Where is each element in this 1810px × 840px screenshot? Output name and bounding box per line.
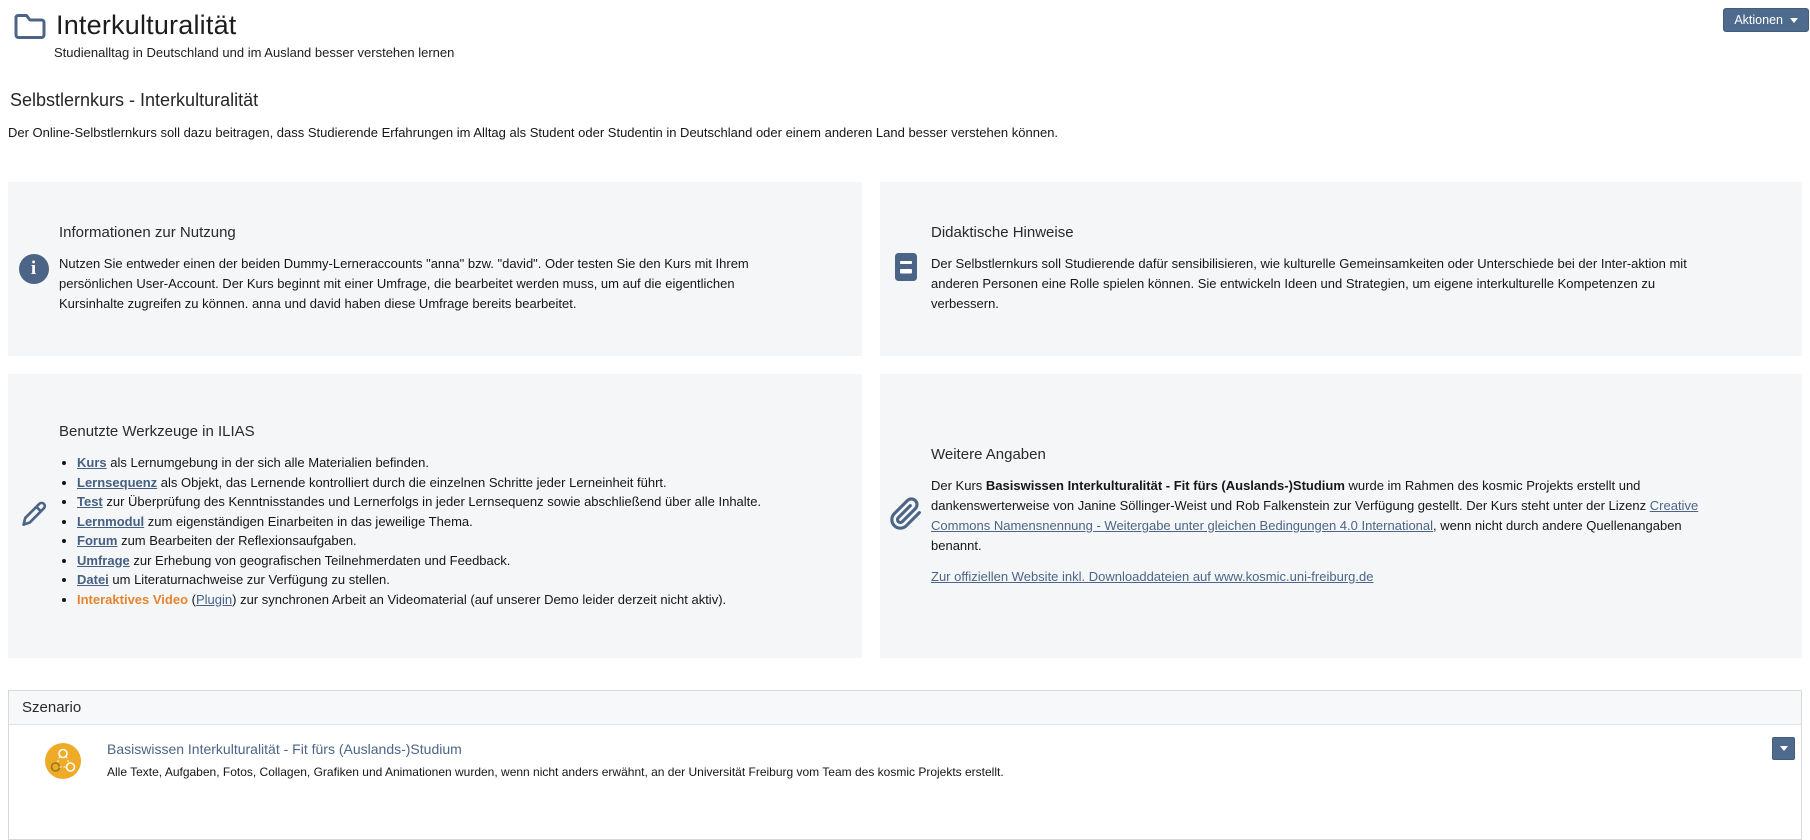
tool-item-text: zur Erhebung von geografischen Teilnehmerdaten und Feedback. [129,552,511,568]
folder-icon [13,11,47,41]
page-subtitle: Studienalltag in Deutschland und im Ausland besser verstehen lernen [54,45,455,60]
tool-item-test [77,492,777,512]
panel-heading: Benutzte Werkzeuge in ILIAS [59,423,255,440]
tools-list [59,453,777,609]
course-icon [45,743,81,779]
tool-item-interaktives-video [77,590,777,610]
info-icon [19,254,49,284]
chevron-down-icon [1780,746,1788,751]
tool-item-kurs [77,453,777,473]
license-link[interactable]: Creative Commons Namensnennung - Weitergabe unter gleichen Bedingungen 4.0 International [931,498,1699,533]
scenario-container [8,690,1802,840]
interaktives-video-label: Interaktives Video [77,591,189,607]
tool-item-text: als Lernumgebung in der sich alle Materialien befinden. [106,455,429,470]
text-run: wurde im Rahmen des kosmic Projekts erstellt und dankenswerterweise von Janine Söllinger-Weist und Rob Falkenstein zur Verfügung gestellt. Der Kurs steht unter der Lizenz [931,478,1650,513]
test-link[interactable]: Test [77,494,103,509]
actions-button[interactable] [1723,8,1809,32]
tool-item-text: zum Bearbeiten der Reflexionsaufgaben. [117,533,357,548]
course-title-link[interactable]: Basiswissen Interkulturalität - Fit fürs (Auslands-)Studium [107,741,462,757]
chevron-down-icon [1790,18,1798,23]
tool-item-text: ) zur synchronen Arbeit an Videomaterial (auf unserer Demo leider derzeit nicht aktiv). [232,591,727,607]
book-icon [894,252,918,287]
lernmodul-link[interactable]: Lernmodul [77,513,145,529]
umfrage-link[interactable]: Umfrage [77,552,130,568]
datei-link[interactable]: Datei [77,572,109,587]
scenario-heading: Szenario [9,691,1801,725]
kosmic-website-link[interactable]: Zur offiziellen Website inkl. Downloaddateien auf www.kosmic.uni-freiburg.de [931,569,1374,584]
section-title: Selbstlernkurs - Interkulturalität [10,90,259,110]
tool-item-text: ( [188,591,196,607]
course-list-item [9,725,1801,793]
panel-heading: Didaktische Hinweise [931,224,1074,241]
tool-item-forum [77,531,777,551]
panel-didaktische-hinweise [880,182,1802,356]
tool-item-text: zur Überprüfung des Kenntnisstandes und Lernerfolgs in jeder Lernsequenz sowie abschließend über alle Inhalte. [102,494,762,509]
tool-item-lernsequenz [77,473,777,493]
object-header [0,0,1810,60]
panel-text: Nutzen Sie entweder einen der beiden Dummy-Lerneraccounts "anna" bzw. "david". Oder testen Sie den Kurs mit Ihrem persönlichen User-Account. Der Kurs beginnt mit einer Umfrage, die bearbeitet werden muss, um auf die eigentlichen Kursinhalte zugreifen zu können. anna und david haben diese Umfrage bereits bearbeitet. [59,256,749,311]
plugin-link[interactable]: Plugin [196,591,233,607]
forum-link[interactable]: Forum [77,533,118,548]
panel-informationen-zur-nutzung [8,182,862,356]
paperclip-icon [889,495,923,538]
tool-item-text: als Objekt, das Lernende kontrolliert durch die einzelnen Schritte jeder Lerneinheit führt. [157,474,667,490]
tool-item-lernmodul [77,512,777,532]
intro-text: Der Online-Selbstlernkurs soll dazu beitragen, dass Studierende Erfahrungen im Alltag als Student oder Studentin in Deutschland oder einem anderen Land besser verstehen können. [8,125,1059,140]
lernsequenz-link[interactable]: Lernsequenz [77,474,158,490]
tool-item-text: um Literaturnachweise zur Verfügung zu stellen. [108,572,390,587]
panel-heading: Weitere Angaben [931,446,1046,463]
tool-item-datei [77,570,777,590]
page-title: Interkulturalität [56,10,237,40]
panel-text [931,476,1717,556]
tool-item-umfrage [77,551,777,571]
kurs-link[interactable]: Kurs [77,455,107,470]
panel-heading: Informationen zur Nutzung [59,224,236,241]
pencil-icon [18,498,50,535]
course-description: Alle Texte, Aufgaben, Fotos, Collagen, Grafiken und Animationen wurden, wenn nicht anders erwähnt, an der Universität Freiburg vom Team des kosmic Projekts erstellt. [107,765,1004,779]
course-name-bold: Basiswissen Interkulturalität - Fit fürs (Auslands-)Studium [985,478,1345,493]
panel-weitere-angaben [880,374,1802,658]
panel-benutzte-werkzeuge [8,374,862,658]
item-actions-button[interactable] [1772,737,1795,760]
info-panel-grid [8,182,1802,658]
text-run: , wenn nicht durch andere Quellenangaben benannt. [931,518,1682,553]
panel-text: Der Selbstlernkurs soll Studierende dafür sensibilisieren, wie kulturelle Gemeinsamkeiten oder Unterschiede bei der Inter-aktion mit anderen Personen eine Rolle spielen können. Sie entwickeln Ideen und Strategien, um eigene interkulturelle Kompetenzen zu verbessern. [931,256,1687,311]
actions-button-label: Aktionen [1734,13,1783,27]
main-content [0,90,1810,840]
tool-item-text: zum eigenständigen Einarbeiten in das jeweilige Thema. [144,513,473,529]
text-run: Der Kurs [931,478,986,493]
